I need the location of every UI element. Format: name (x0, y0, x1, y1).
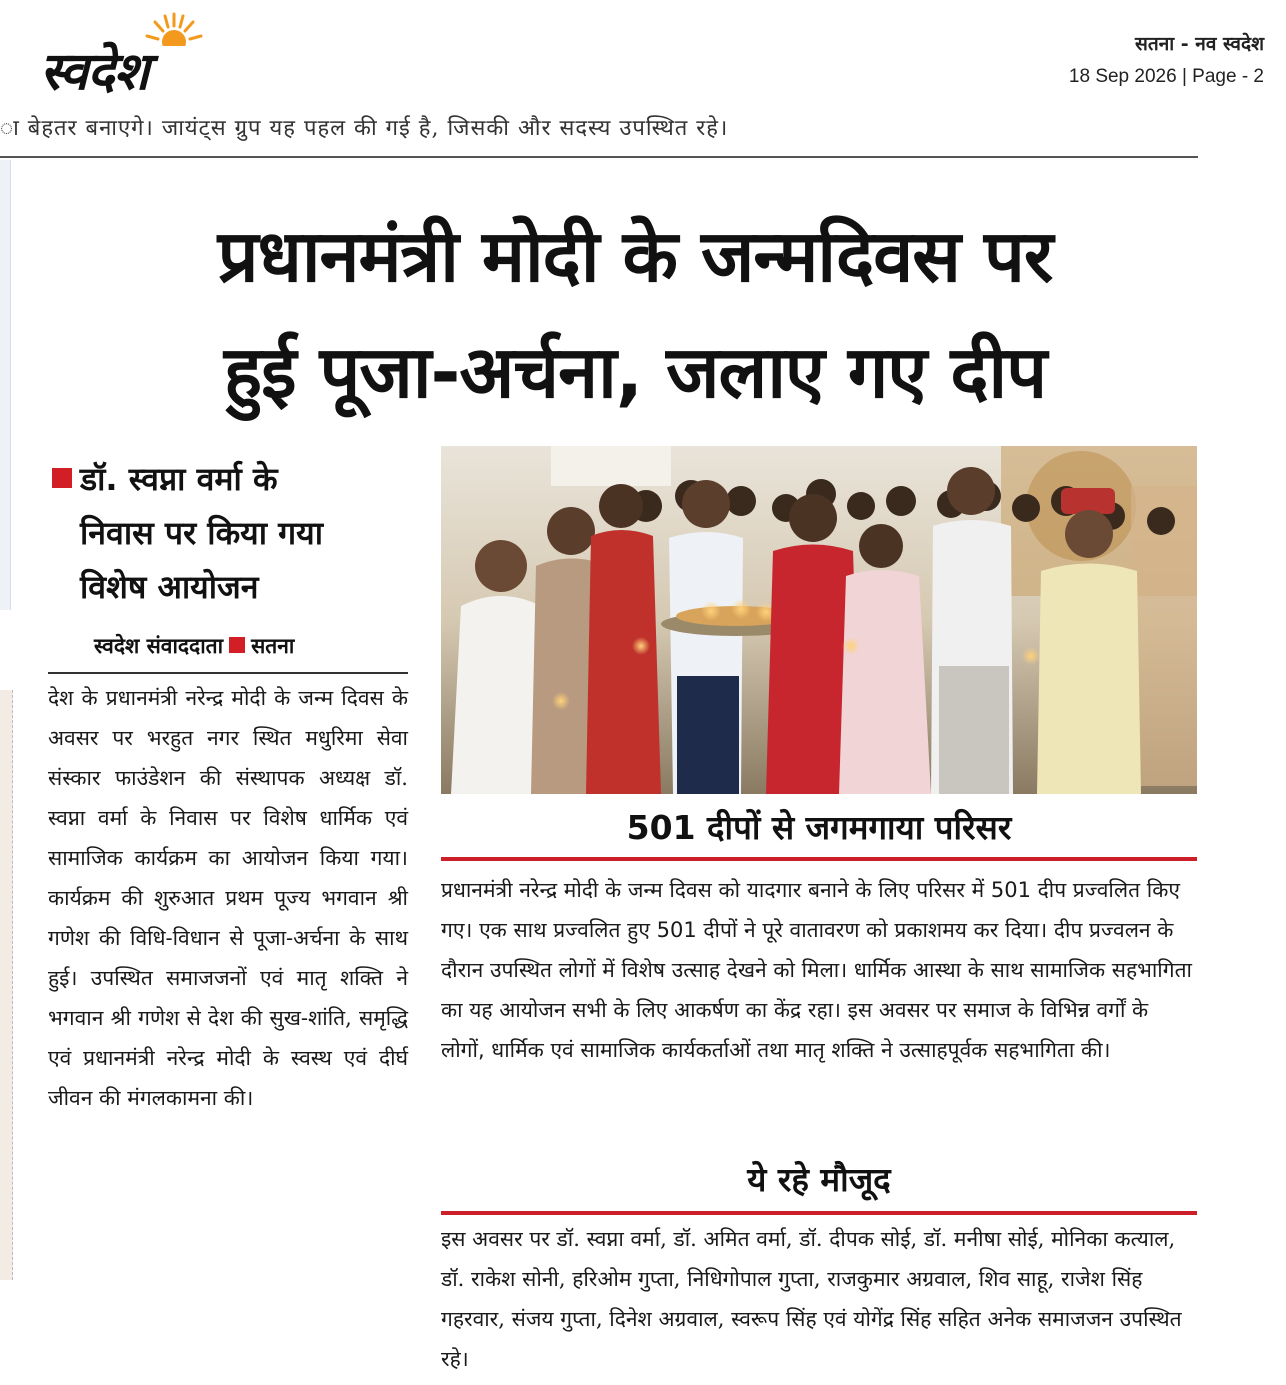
event-photo-illustration (441, 446, 1197, 794)
logo-text: स्वदेश (40, 41, 149, 102)
deck-line-3: विशेष आयोजन (80, 568, 259, 606)
article-deck (52, 452, 412, 614)
subheading-rule-2 (441, 1211, 1197, 1215)
sun-logo-icon (144, 12, 204, 46)
edition-label: सतना - नव स्वदेश (1135, 33, 1264, 55)
byline (94, 632, 294, 660)
previous-article-snippet: ा बेहतर बनाएगे। जायंट्स ग्रुप यह पहल की गई है, जिसकी और सदस्य उपस्थित रहे। (0, 116, 729, 141)
article-body-left-column: देश के प्रधानमंत्री नरेन्द्र मोदी के जन्म दिवस के अवसर पर भरहुत नगर स्थित मधुरिमा सेवा संस्कार फाउंडेशन की संस्थापक अध्यक्ष डॉ. स्वप्ना वर्मा के निवास पर विशेष धार्मिक एवं सामाजिक कार्यक्रम का आयोजन किया गया। कार्यक्रम की शुरुआत प्रथम पूज्य भगवान श्री गणेश की विधि-विधान से पूजा-अर्चना के साथ हुई। उपस्थित समाजजनों एवं मातृ शक्ति ने भगवान श्री गणेश से देश की सुख-शांति, समृद्धि एवं प्रधानमंत्री नरेन्द्र मोदी के स्वस्थ एवं दीर्घ जीवन की मंगलकामना की। (48, 686, 408, 1110)
deck-line-1-text: डॉ. स्वप्ना वर्मा के (80, 460, 278, 498)
article-headline (60, 198, 1210, 430)
left-edge-strip (0, 160, 11, 610)
deck-line-1 (52, 452, 412, 506)
red-square-bullet-icon (52, 468, 72, 488)
subheading-rule-1 (441, 857, 1197, 861)
deck-line-2: निवास पर किया गया (80, 514, 324, 552)
red-square-bullet-icon (229, 637, 245, 653)
headline-line-1: प्रधानमंत्री मोदी के जन्मदिवस पर (217, 214, 1053, 298)
date-page-label: 18 Sep 2026 | Page - 2 (1068, 66, 1264, 87)
article-body-section-1: प्रधानमंत्री नरेन्द्र मोदी के जन्म दिवस को यादगार बनाने के लिए परिसर में 501 दीप प्रज्वलित किए गए। एक साथ प्रज्वलित हुए 501 दीपों ने पूरे वातावरण को प्रकाशमय कर दिया। दीप प्रज्वलन के दौरान उपस्थित लोगों में विशेष उत्साह देखने को मिला। धार्मिक आस्था के साथ सामाजिक सहभागिता का यह आयोजन सभी के लिए आकर्षण का केंद्र रहा। इस अवसर पर समाज के विभिन्न वर्गों के लोगों, धार्मिक एवं सामाजिक कार्यकर्ताओं तथा मातृ शक्ति ने उत्साहपूर्वक सहभागिता की। (441, 878, 1192, 1062)
subheading-attendees: ये रहे मौजूद (747, 1160, 891, 1199)
byline-reporter: स्वदेश संवाददाता (94, 634, 224, 658)
article-body-attendees: इस अवसर पर डॉ. स्वप्ना वर्मा, डॉ. अमित वर्मा, डॉ. दीपक सोई, डॉ. मनीषा सोई, मोनिका कत्याल, डॉ. राकेश सोनी, हरिओम गुप्ता, निधिगोपाल गुप्ता, राजकुमार अग्रवाल, शिव साहू, राजेश सिंह गहरवार, संजय गुप्ता, दिनेश अग्रवाल, स्वरूप सिंह एवं योगेंद्र सिंह सहित अनेक समाजजन उपस्थित रहे। (441, 1227, 1182, 1371)
byline-city: सतना (251, 634, 295, 658)
headline-line-2: हुई पूजा-अर्चना, जलाए गए दीप (223, 330, 1047, 414)
left-edge-strip-lower (0, 690, 13, 1280)
byline-divider (48, 672, 408, 674)
top-divider (0, 156, 1198, 158)
newspaper-logo (40, 8, 290, 102)
event-photo (441, 446, 1197, 794)
subheading-501-diyas: 501 दीपों से जगमगाया परिसर (626, 808, 1012, 847)
